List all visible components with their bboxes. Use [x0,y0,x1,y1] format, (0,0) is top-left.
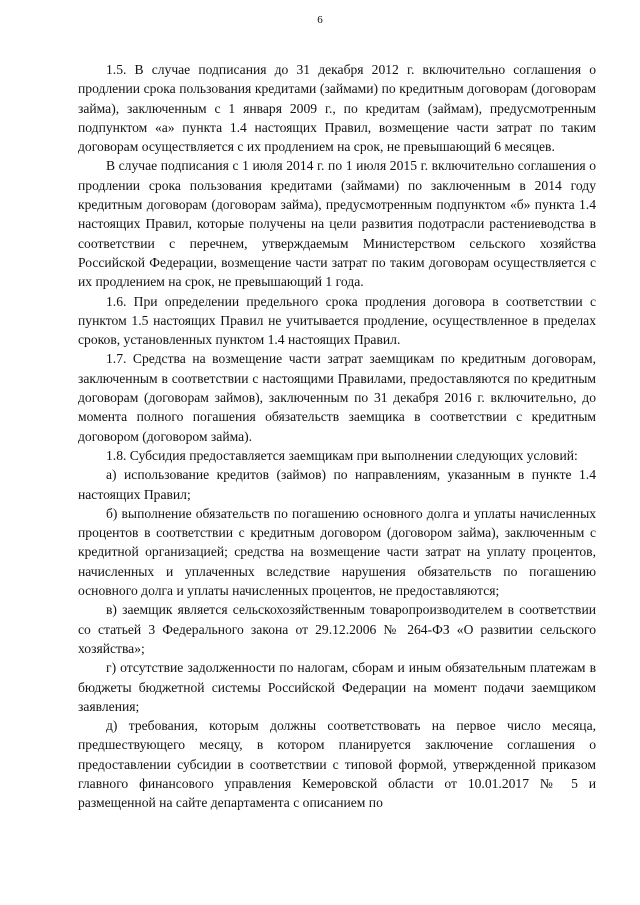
document-body [78,60,596,813]
condition-g: г) отсутствие задолженности по налогам, сборам и иным обязательным платежам в бюджеты бюджетной системы Российской Федерации на момент подачи заемщиком заявления; [78,660,596,714]
page-number: 6 [317,14,323,26]
paragraph-1-7: 1.7. Средства на возмещение части затрат заемщикам по кредитным договорам, заключенным в соответствии с настоящими Правилами, предоставляются по кредитным договорам (договорам займов), заключенным по 31 декабря 2016 г. включительно, до момента полного погашения обязательств заемщика в соответствии с кредитным договором (договором займа). [78,351,596,444]
condition-b: б) выполнение обязательств по погашению основного долга и уплаты начисленных процентов в соответствии с кредитным договором (договором займа), заключенным с кредитной организацией; средства на возмещение части затрат на уплату процентов, начисленных и уплаченных вследствие нарушения обязательств по погашению основного долга и уплаты начисленных процентов, не предоставляются; [78,505,596,599]
condition-v: в) заемщик является сельскохозяйственным товаропроизводителем в соответствии со статьей 3 Федерального закона от 29.12.2006 № 264-ФЗ «О развитии сельского хозяйства»; [78,602,596,656]
paragraph-1-5: 1.5. В случае подписания до 31 декабря 2012 г. включительно соглашения о продлении срока пользования кредитами (займами) по кредитным договорам (договорам займа), заключенным с 1 января 2009 г., по кредитам (займам), предусмотренным подпунктом «а» пункта 1.4 настоящих Правил, возмещение части затрат по таким договорам осуществляется с их продлением на срок, не превышающий 6 месяцев. [78,62,596,155]
paragraph-1-8: 1.8. Субсидия предоставляется заемщикам при выполнении следующих условий: [106,447,578,463]
condition-a: а) использование кредитов (займов) по направлениям, указанным в пункте 1.4 настоящих Правил; [78,467,596,502]
paragraph-1-6: 1.6. При определении предельного срока продления договора в соответствии с пунктом 1.5 настоящих Правил не учитывается продление, осуществленное в пределах сроков, установленных пунктом 1.4 настоящих Правил. [78,293,596,348]
condition-d: д) требования, которым должны соответствовать на первое число месяца, предшествующего месяцу, в котором планируется заключение соглашения о предоставлении субсидии в соответствии с типовой формой, утвержденной приказом главного финансового управления Кемеровской области от 10.01.2017 № 5 и размещенной на сайте департамента с описанием по [78,718,596,811]
paragraph-1-5-continued: В случае подписания с 1 июля 2014 г. по 1 июля 2015 г. включительно соглашения о продлении срока пользования кредитами (займами) по заключенным в 2014 году кредитным договорам (договорам займа), предусмотренным подпунктом «б» пункта 1.4 настоящих Правил, которые получены на цели развития подотрасли растениеводства в соответствии с перечнем, утверждаемым Министерством сельского хозяйства Российской Федерации, возмещение части затрат по таким договорам осуществляется с их продлением на срок, не превышающий 1 года. [78,158,596,290]
